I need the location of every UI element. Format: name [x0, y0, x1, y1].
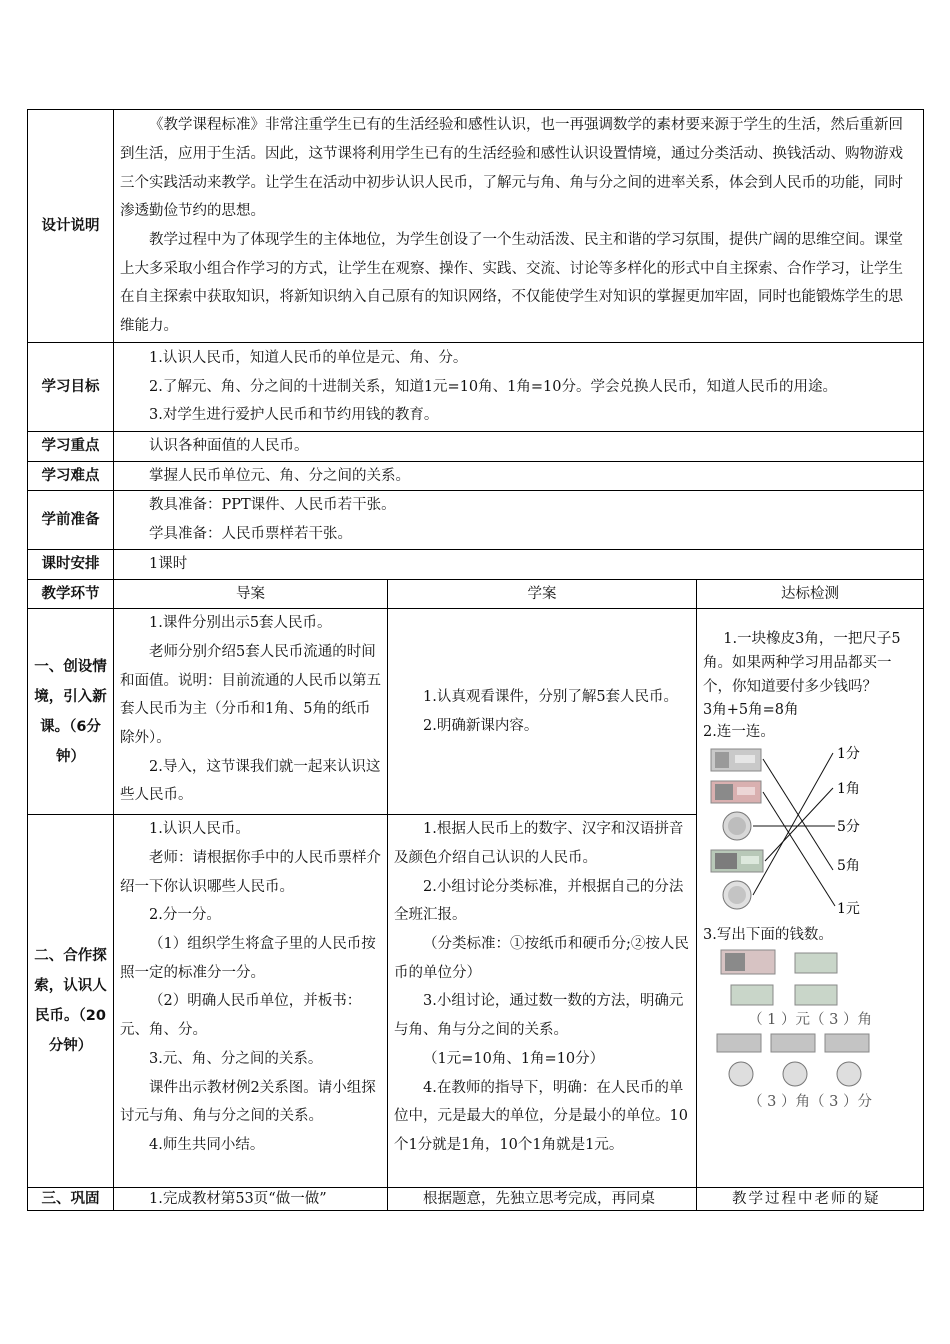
design-paragraph: 《教学课程标准》非常注重学生已有的生活经验和感性认识，也一再强调数学的素材要来源于学生的生活，然后重新回到生活，应用于生活。因此，这节课将利用学生已有的生活经验和感性认识设置情境，通过分类活动、换钱活动、购物游戏三个实践活动来教学。让学生在活动中初步认识人民币，了解元与角、角与分之间的进率关系，体会到人民币的功能，同时渗透勤俭节约的思想。	[120, 117, 903, 220]
stage2-label: 二、合作探索，认识人民币。（20分钟）	[28, 815, 114, 1188]
note-1fen	[711, 749, 761, 771]
schedule-content	[114, 549, 924, 579]
check-line: 教学过程中老师的疑	[732, 1191, 881, 1208]
study-line: 3.小组讨论，通过数一数的方法，明确元与角、角与分之间的关系。	[394, 993, 684, 1039]
guide-line: 3.元、角、分之间的关系。	[149, 1050, 323, 1067]
lesson-plan-table	[27, 109, 924, 1211]
note-5jiao	[711, 781, 761, 803]
key-point-content	[114, 432, 924, 462]
schedule-row	[28, 549, 924, 579]
study-line: 根据题意，先独立思考完成，再同桌	[423, 1191, 655, 1208]
stage3-row	[28, 1188, 924, 1211]
stage2-guide	[114, 815, 388, 1188]
check-question-3: 3.写出下面的钱数。	[703, 927, 833, 944]
stage1-guide	[114, 609, 388, 815]
design-label: 设计说明	[28, 110, 114, 343]
stage3-guide	[114, 1188, 388, 1211]
prep-content	[114, 491, 924, 549]
design-row	[28, 110, 924, 343]
goal-item: 1.认识人民币，知道人民币的单位是元、角、分。	[149, 349, 468, 366]
guide-line: 2.分一分。	[149, 907, 221, 924]
match-line	[763, 792, 835, 906]
coin-1fen	[837, 1062, 861, 1086]
note-1fen	[825, 1034, 869, 1052]
money-answer-1: （ 1 ）元（ 3 ）角	[748, 1012, 872, 1029]
key-point-text: 认识各种面值的人民币。	[149, 438, 309, 454]
stage3-label: 三、巩固	[28, 1188, 114, 1211]
study-line: （1元=10角、1角=10分）	[423, 1050, 605, 1067]
stage1-label: 一、创设情境，引入新课。（6分钟）	[28, 609, 114, 815]
unit-label: 5分	[837, 819, 860, 836]
goals-row	[28, 343, 924, 432]
guide-line: （2）明确人民币单位，并板书：元、角、分。	[120, 993, 362, 1039]
stage1-row	[28, 609, 924, 815]
coin-1yuan	[723, 812, 751, 840]
study-line: 2.小组讨论分类标准，并根据自己的分法全班汇报。	[394, 878, 684, 924]
schedule-text: 1课时	[149, 555, 188, 572]
study-line: 2.明确新课内容。	[423, 717, 539, 734]
prep-row	[28, 491, 924, 549]
difficulty-text: 掌握人民币单位元、角、分之间的关系。	[149, 467, 410, 484]
unit-label: 5角	[837, 858, 860, 875]
study-line: 1.根据人民币上的数字、汉字和汉语拼音及颜色介绍自己认识的人民币。	[394, 821, 684, 866]
study-line: 1.认真观看课件，分别了解5套人民币。	[423, 689, 679, 706]
match-line	[765, 788, 833, 861]
coin-1fen	[783, 1062, 807, 1086]
difficulty-row	[28, 461, 924, 491]
study-column-header: 学案	[388, 579, 697, 609]
stage1-study	[388, 609, 697, 815]
difficulty-content	[114, 461, 924, 491]
coin-5fen	[723, 881, 751, 909]
stage-column-header: 教学环节	[28, 579, 114, 609]
prep-item: 教具准备：PPT课件、人民币若干张。	[149, 497, 396, 514]
key-point-row	[28, 432, 924, 462]
note-1fen	[717, 1034, 761, 1052]
match-line	[753, 753, 833, 895]
prep-label: 学前准备	[28, 491, 114, 549]
guide-line: 1.课件分别出示5套人民币。	[149, 615, 332, 632]
note-1yuan	[721, 950, 775, 974]
goal-item: 3.对学生进行爱护人民币和节约用钱的教育。	[149, 407, 439, 424]
check-question-1: 1.一块橡皮3角，一把尺子5角。如果两种学习用品都买一个，你知道要付多少钱吗？	[703, 631, 901, 696]
lesson-plan	[27, 109, 923, 1211]
guide-line: 老师：请根据你手中的人民币票样介绍一下你认识哪些人民币。	[120, 849, 381, 895]
guide-column-header: 导案	[114, 579, 388, 609]
study-line: （分类标准：①按纸币和硬币分;②按人民币的单位分）	[394, 936, 689, 981]
note-1jiao	[711, 850, 763, 872]
goals-label: 学习目标	[28, 343, 114, 432]
note-1jiao	[731, 985, 773, 1005]
money-group-2	[703, 1031, 915, 1091]
note-1jiao	[795, 985, 837, 1005]
money-answer-2: （ 3 ）角（ 3 ）分	[748, 1094, 872, 1111]
key-point-label: 学习重点	[28, 432, 114, 462]
note-1fen	[771, 1034, 815, 1052]
study-line: 4.在教师的指导下，明确：在人民币的单位中，元是最大的单位，分是最小的单位。10个1分就是1角，10个1角就是1元。	[394, 1079, 688, 1153]
column-header-row	[28, 579, 924, 609]
check-answer-1: 3角+5角=8角	[703, 702, 799, 719]
guide-line: （1）组织学生将盒子里的人民币按照一定的标准分一分。	[120, 936, 376, 981]
goals-content	[114, 343, 924, 432]
goal-item: 2.了解元、角、分之间的十进制关系，知道1元=10角、1角=10分。学会兑换人民币，知道人民币的用途。	[149, 378, 837, 395]
guide-line: 1.完成教材第53页“做一做”	[149, 1191, 327, 1208]
unit-label: 1元	[837, 901, 860, 918]
guide-line: 课件出示教材例2关系图。请小组探讨元与角、角与分之间的关系。	[120, 1079, 376, 1125]
difficulty-label: 学习难点	[28, 461, 114, 491]
guide-line: 2.导入，这节课我们就一起来认识这些人民币。	[120, 758, 381, 804]
note-1jiao	[795, 953, 837, 973]
design-paragraph: 教学过程中为了体现学生的主体地位，为学生创设了一个生动活泼、民主和谐的学习氛围，提供广阔的思维空间。课堂上大多采取小组合作学习的方式，让学生在观察、操作、实践、交流、讨论等多样化的形式中自主探索、合作学习，让学生在自主探索中获取知识，将新知识纳入自己原有的知识网络，不仅能使学生对知识的掌握更加牢固，同时也能锻炼学生的思维能力。	[120, 232, 903, 335]
unit-label: 1角	[837, 781, 860, 798]
stage3-check	[697, 1188, 924, 1211]
check-question-2: 2.连一连。	[703, 724, 775, 741]
unit-label: 1分	[837, 746, 860, 763]
stage2-study	[388, 815, 697, 1188]
check-column-header: 达标检测	[697, 579, 924, 609]
matching-diagram	[703, 743, 915, 923]
design-content	[114, 110, 924, 343]
schedule-label: 课时安排	[28, 549, 114, 579]
stage3-study	[388, 1188, 697, 1211]
guide-line: 老师分别介绍5套人民币流通的时间和面值。说明：目前流通的人民币以第五套人民币为主（分币和1角、5角的纸币除外）。	[120, 643, 381, 747]
prep-item: 学具准备：人民币票样若干张。	[149, 526, 352, 543]
guide-line: 1.认识人民币。	[149, 821, 250, 838]
coin-1fen	[729, 1062, 753, 1086]
guide-line: 4.师生共同小结。	[149, 1136, 265, 1153]
money-group-1	[703, 947, 915, 1009]
check-content	[697, 609, 924, 1188]
